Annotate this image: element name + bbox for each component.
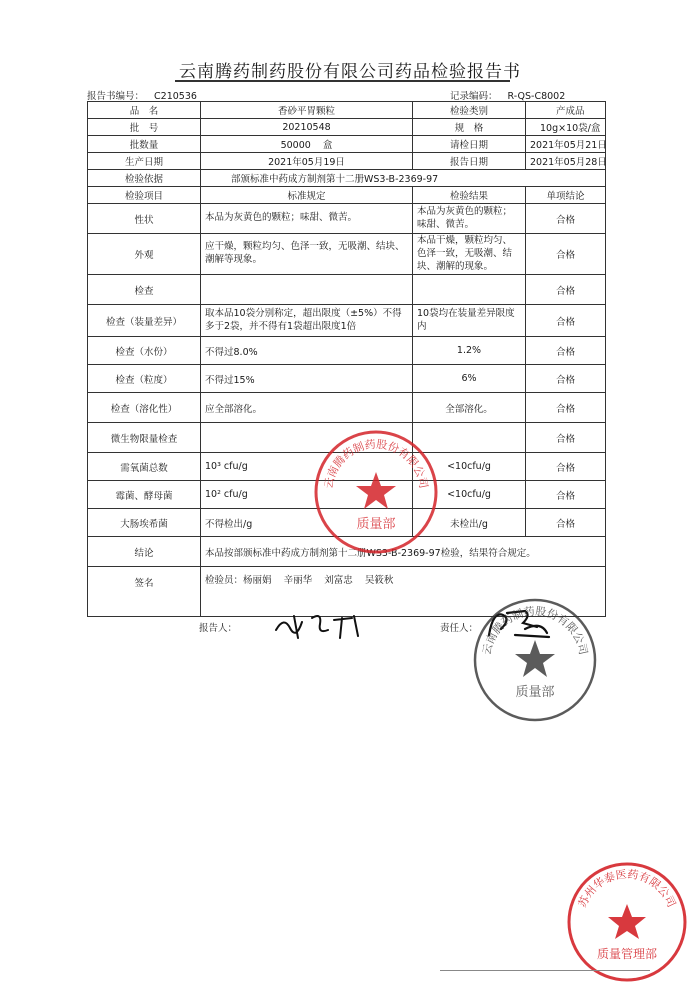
row-conclusion: 合格 [526,365,606,393]
row-item: 检查 [88,275,201,305]
record-number-label: 记录编码： [450,91,498,102]
test-type-label: 检验类别 [413,102,526,119]
batch-label: 批 号 [88,119,201,136]
table-row [88,365,606,393]
row-product [88,102,606,119]
spec-label: 规 格 [413,119,526,136]
product-name-label: 品 名 [88,102,201,119]
row-result: 6% [413,365,526,393]
basis-label: 检验依据 [88,170,201,187]
inspector-name: 辛丽华 [283,575,313,587]
spec-value: 10g×10袋/盒 [526,119,606,136]
row-result: <10cfu/g [413,453,526,481]
report-number-value: C210536 [154,91,197,102]
quantity-label: 批数量 [88,136,201,153]
batch-number: 20210548 [201,119,413,136]
table-row [88,204,606,234]
product-name: 香砂平胃颗粒 [201,102,413,119]
table-row [88,305,606,337]
table-row [88,234,606,275]
table-row [88,393,606,423]
row-result [413,275,526,305]
row-item: 检查（水份） [88,337,201,365]
row-batch [88,119,606,136]
table-row [88,337,606,365]
col-result: 检验结果 [413,187,526,204]
inspectors-label: 检验员： [205,575,244,587]
row-item: 检查（粒度） [88,365,201,393]
row-conclusion: 合格 [526,275,606,305]
document-title: 云南腾药制药股份有限公司药品检验报告书 [179,62,521,82]
row-quantity [88,136,606,153]
row-item: 微生物限量检查 [88,423,201,453]
report-date: 2021年05月28日 [526,153,606,170]
svg-text:质量部: 质量部 [356,517,396,532]
row-standard: 10² cfu/g [201,481,413,509]
row-result: 本品干燥，颗粒均匀、色泽一致，无吸潮、结块、潮解的现象。 [413,234,526,275]
row-conclusion: 合格 [526,509,606,537]
svg-text:云南腾药制药股份有限公司: 云南腾药制药股份有限公司 [480,604,590,657]
svg-text:苏州华泰医药有限公司: 苏州华泰医药有限公司 [575,867,679,910]
svg-text:质量管理部: 质量管理部 [596,947,658,961]
col-item: 检验项目 [88,187,201,204]
page-edge-rule [440,970,650,971]
conclusion-text: 本品按部颁标准中药成方制剂第十二册WS3-B-2369-97检验，结果符合规定。 [201,537,606,567]
column-headers [88,187,606,204]
row-standard: 取本品10袋分别称定，超出限度（±5%）不得多于2袋，并不得有1袋超出限度1倍 [201,305,413,337]
request-date: 2021年05月21日 [526,136,606,153]
row-standard: 应全部溶化。 [201,393,413,423]
row-result: 本品为灰黄色的颗粒；味甜、微苦。 [413,204,526,234]
svg-text:云南腾药制药股份有限公司: 云南腾药制药股份有限公司 [321,437,431,490]
production-date-label: 生产日期 [88,153,201,170]
request-date-label: 请检日期 [413,136,526,153]
record-number-value: R-QS-C8002 [507,91,566,102]
quantity-unit: 盒 [322,140,333,151]
report-date-label: 报告日期 [413,153,526,170]
row-standard: 应干燥，颗粒均匀、色泽一致，无吸潮、结块、潮解等现象。 [201,234,413,275]
report-number-label: 报告书编号： [87,91,145,102]
report-number [87,88,207,102]
test-type: 产成品 [526,102,606,119]
conclusion-label: 结论 [88,537,201,567]
row-item: 检查（溶化性） [88,393,201,423]
row-conclusion: 合格 [526,234,606,275]
row-result: 10袋均在装量差异限度内 [413,305,526,337]
suzhou-quality-stamp [565,860,690,985]
row-item: 霉菌、酵母菌 [88,481,201,509]
row-item: 性状 [88,204,201,234]
row-result: 未检出/g [413,509,526,537]
row-conclusion: 合格 [526,393,606,423]
record-number [450,88,575,102]
row-conclusion: 合格 [526,305,606,337]
row-standard: 10³ cfu/g [201,453,413,481]
row-standard: 不得过8.0% [201,337,413,365]
basis-value: 部颁标准中药成方制剂第十二册WS3-B-2369-97 [201,170,606,187]
row-standard: 本品为灰黄色的颗粒；味甜、微苦。 [201,204,413,234]
row-standard: 不得过15% [201,365,413,393]
row-production [88,153,606,170]
production-date: 2021年05月19日 [201,153,413,170]
row-standard [201,275,413,305]
row-result: <10cfu/g [413,481,526,509]
col-standard: 标准规定 [201,187,413,204]
row-conclusion: 合格 [526,481,606,509]
quantity-value: 50000 [280,140,311,151]
inspector-name: 刘富忠 [324,575,353,587]
row-basis [88,170,606,187]
title-underline [175,80,510,82]
responsible-label: 责任人： [440,623,479,634]
row-result: 全部溶化。 [413,393,526,423]
signature-label: 签名 [88,567,201,617]
row-item: 大肠埃希菌 [88,509,201,537]
row-conclusion: 合格 [526,204,606,234]
row-item: 检查（装量差异） [88,305,201,337]
inspector-name: 吴筱秋 [364,575,394,587]
row-standard: 不得检出/g [201,509,413,537]
inspector-name: 杨丽娟 [243,575,272,587]
quantity-cell [201,136,413,153]
row-conclusion: 合格 [526,423,606,453]
col-conclusion: 单项结论 [526,187,606,204]
row-item: 需氧菌总数 [88,453,201,481]
reporter-signature [272,608,367,643]
quality-department-stamp-2 [470,595,600,725]
row-conclusion: 合格 [526,453,606,481]
row-result: 1.2% [413,337,526,365]
row-item: 外观 [88,234,201,275]
row-conclusion: 合格 [526,337,606,365]
quality-department-stamp [312,428,440,556]
reporter-label: 报告人： [199,623,238,634]
svg-text:质量部: 质量部 [515,685,555,700]
table-row [88,275,606,305]
